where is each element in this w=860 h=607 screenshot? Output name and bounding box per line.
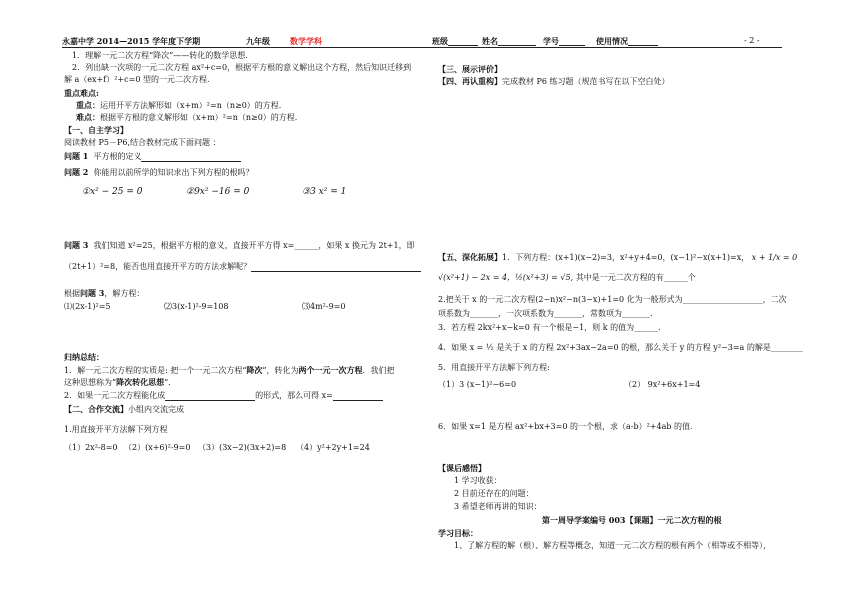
q3-equation-2: ⑵3(x-1)²-9=108 — [164, 302, 229, 311]
extend-2a: 2.把关于 x 的一元二次方程(2−n)x²−n(3−x)+1=0 化为一般形式为____________________，二次 — [438, 295, 787, 304]
section-reconstruct: 【四、再认重构】完成教材 P6 练习题（规范书写在以下空白处） — [438, 76, 670, 86]
section-reflection: 【课后感悟】 — [438, 463, 486, 473]
reflection-1: 1 学习收获： — [454, 476, 502, 485]
section-display: 【三、展示评价】 — [438, 64, 502, 74]
question-2: 问题 2 你能用以前所学的知识求出下列方程的根吗？ — [64, 167, 254, 177]
reflection-2: 2 目前还存在的问题： — [454, 489, 534, 498]
learning-goals-title: 学习目标： — [438, 528, 478, 538]
difficult-point: 难点：根据平方根的意义解形如（x+m）²=n（n≥0）的方程. — [76, 112, 298, 122]
q2-equation-2: ②9x² −16 = 0 — [186, 187, 250, 197]
reading-instruction: 阅读教材 P5－P6,结合教材完成下面问题 ： — [64, 138, 221, 147]
q2-equation-1: ①x² − 25 = 0 — [82, 187, 143, 197]
coop-task-1: 1.用直接开平方法解下列方程 — [64, 425, 168, 434]
question-3b: （2t+1）²=8，能否也用直接开平方的方法求解呢？ — [64, 262, 421, 272]
extend-1b: √(x²+1) − 2x = 4，½(x²+3) = √5, 其中是一元二次方程的有______个 — [438, 273, 696, 282]
header-school: 永嘉中学 2014—2015 学年度下学期 — [62, 36, 201, 46]
coop-equation-2: （2）(x+6)²-9=0 — [124, 443, 191, 452]
extend-5: 5．用直接开平方法解下列方程: — [438, 363, 550, 372]
extend-3: 3．若方程 2kx²+x−k=0 有一个根是−1，则 k 的值为______. — [438, 323, 661, 332]
header-class-field[interactable]: 班级 — [432, 36, 478, 46]
summary-title: 归纳总结： — [64, 352, 104, 362]
answer-blank[interactable] — [141, 153, 241, 162]
key-point: 重点：运用开平方法解形如（x+m）²=n（n≥0）的方程. — [76, 100, 282, 110]
q3-equation-1: ⑴(2x-1)²=5 — [64, 302, 111, 311]
coop-equation-4: （4）y²+2y+1=24 — [296, 443, 370, 452]
extend-4: 4．如果 x = ½ 是关于 x 的方程 2x²+3ax−2a=0 的根，那么关于 y 的方程 y²−3=a 的解是________ — [438, 343, 803, 352]
header-usage-field[interactable]: 使用情况 — [596, 36, 658, 46]
header-rule — [62, 47, 782, 48]
section-cooperation: 【二、合作交流】小组内交流完成 — [64, 404, 184, 414]
header-subject: 数学学科 — [290, 36, 322, 46]
header-name-field[interactable]: 姓名 — [482, 36, 536, 46]
next-lesson-title: 第一周导学案编号 003【课题】一元二次方程的根 — [542, 515, 722, 525]
section-self-study: 【一、自主学习】 — [64, 125, 128, 135]
summary-2: 2．如果一元二次方程能化成 的形式，那么可得 x= — [64, 391, 383, 401]
extend-6: 6．如果 x=1 是方程 ax²+bx+3=0 的一个根，求（a-b）²+4ab 的值. — [438, 422, 693, 431]
question-1: 问题 1 平方根的定义 — [64, 151, 241, 162]
q3-equation-3: ⑶4m²-9=0 — [302, 302, 346, 311]
learning-goal-1: 1、了解方程的解（根）、解方程等概念，知道一元二次方程的根有两个（相等或不相等）， — [454, 541, 772, 550]
answer-blank[interactable] — [165, 392, 255, 401]
key-difficulty-title: 重点难点: — [64, 88, 99, 98]
extend-5-equation-2: （2） 9x²+6x+1=4 — [624, 380, 701, 389]
goal-2b: 解 a（ex+f）²+c=0 型的一元二次方程. — [64, 75, 210, 84]
summary-1b: 这种思想称为“降次转化思想”． — [64, 377, 177, 387]
summary-1: 1．解一元二次方程的实质是: 把一个一元二次方程“降次”，转化为两个一元一次方程．我们把 — [64, 365, 395, 375]
extend-2b: 项系数为_______，一次项系数为_______，常数项为_______. — [438, 309, 653, 318]
extend-5-equation-1: （1）3 (x−1)²−6=0 — [438, 380, 517, 389]
header-id-field[interactable]: 学号 — [543, 36, 585, 46]
section-extend: 【五、深化拓展】1．下列方程：(x+1)(x−2)=3，x²+y+4=0，(x−1)²−x(x+1)=x， x + 1/x = 0 — [438, 252, 798, 262]
answer-blank[interactable] — [251, 263, 421, 272]
reflection-3: 3 希望老师再讲的知识： — [454, 502, 542, 511]
goal-1: 1．理解一元二次方程“降次”——转化的数学思想. — [72, 51, 248, 60]
coop-equation-3: （3）(3x−2)(3x+2)=8 — [198, 443, 287, 452]
coop-equation-1: （1）2x²-8=0 — [64, 443, 118, 452]
goal-2a: 2．列出缺一次项的一元二次方程 ax²+c=0，根据平方根的意义解出这个方程，然后知识迁移到 — [72, 63, 412, 72]
q3-solve-prompt: 根据问题 3，解方程： — [64, 288, 145, 298]
page-number: - 2 - — [744, 36, 760, 45]
header-grade: 九年级 — [246, 36, 270, 46]
question-3: 问题 3 我们知道 x²=25，根据平方根的意义，直接开平方得 x=______，如果 x 换元为 2t+1，即 — [64, 240, 415, 250]
q2-equation-3: ③3 x² = 1 — [302, 187, 347, 197]
answer-blank[interactable] — [333, 392, 383, 401]
